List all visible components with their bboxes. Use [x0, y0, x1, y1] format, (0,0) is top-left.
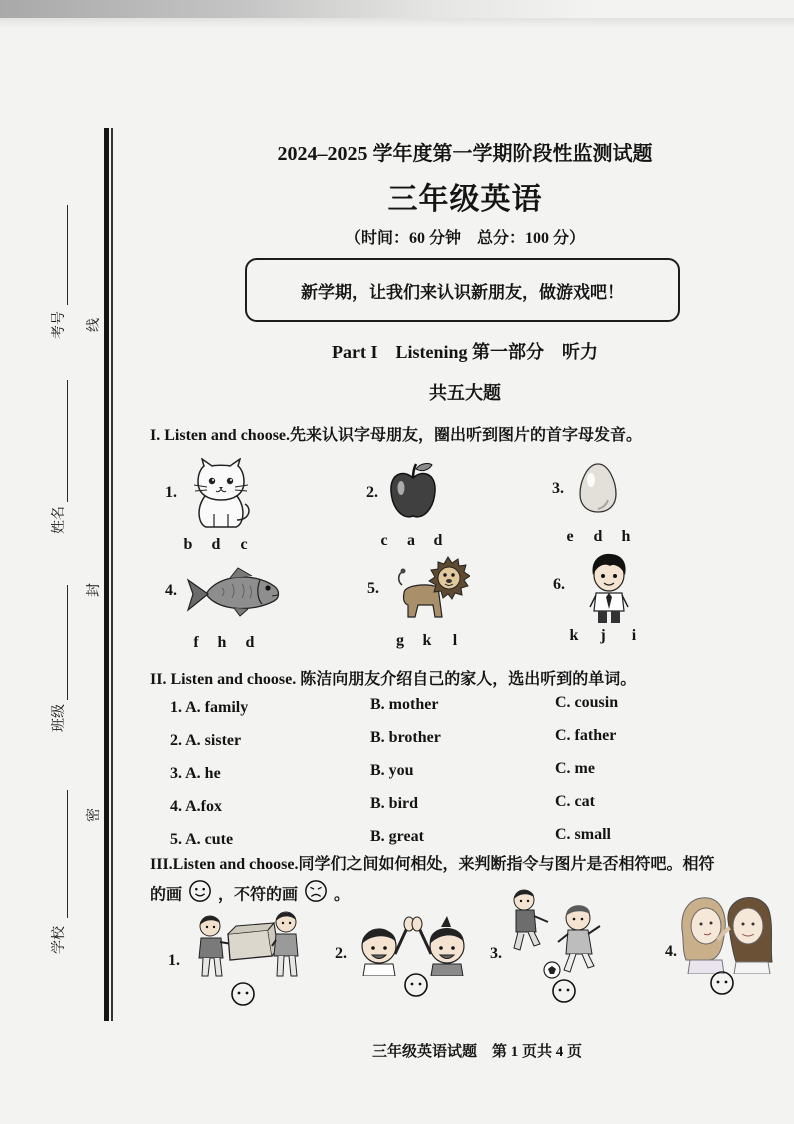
item-number: 4.	[665, 943, 677, 960]
section3-instruction-line2	[150, 879, 350, 913]
kids-carrying-box-picture	[192, 910, 304, 984]
choice-b[interactable]: B. brother	[370, 729, 441, 746]
choice-b[interactable]: B. you	[370, 762, 414, 779]
name-label: 姓名	[52, 506, 67, 534]
exam-title: 2024–2025 学年度第一学期阶段性监测试题	[277, 143, 653, 165]
egg-picture	[578, 462, 618, 514]
school-label: 学校	[52, 926, 67, 954]
kids-playing-soccer-picture	[508, 888, 604, 980]
answer-face[interactable]	[551, 978, 577, 1004]
fish-picture	[186, 566, 282, 618]
part-question-count: 共五大题	[429, 383, 501, 403]
girls-whispering-picture	[678, 890, 774, 974]
choice-c[interactable]: C. cousin	[555, 694, 619, 711]
item-number: 1.	[165, 484, 177, 501]
choice-c[interactable]: C. me	[555, 760, 595, 777]
item-number: 3.	[552, 480, 564, 497]
intro-banner-text: 新学期，让我们来认识新朋友，做游戏吧！	[301, 282, 624, 302]
item-number: 2.	[335, 945, 347, 962]
class-label: 班级	[52, 704, 67, 732]
girls-whispering-icon	[678, 890, 774, 974]
section2-instruction: II. Listen and choose. 陈洁向朋友介绍自己的家人，选出听到的单词。	[150, 671, 637, 688]
letter-option[interactable]: c	[240, 536, 248, 553]
item-number: 5.	[367, 580, 379, 597]
answer-face[interactable]	[403, 972, 429, 998]
lion-picture	[396, 555, 470, 621]
choice-b[interactable]: B. mother	[370, 696, 439, 713]
letter-option[interactable]: e	[566, 528, 574, 545]
seal-char-secret: 密	[87, 808, 102, 822]
letter-option[interactable]: g	[396, 632, 404, 649]
choice-a[interactable]: 2. A. sister	[170, 732, 242, 749]
item-number: 1.	[168, 952, 180, 969]
binding-line-inner	[111, 128, 113, 1021]
choice-a[interactable]: 4. A.fox	[170, 798, 222, 815]
choice-a[interactable]: 5. A. cute	[170, 831, 234, 848]
answer-face[interactable]	[709, 970, 735, 996]
fish-icon	[186, 566, 282, 618]
apple-icon	[388, 461, 438, 521]
item-number: 6.	[553, 576, 565, 593]
answer-face-icon	[709, 970, 735, 996]
boy-icon	[584, 553, 634, 625]
section3-instruction-line1: III.Listen and choose.同学们之间如何相处，来判断指令与图片是否相符吧。相符	[150, 856, 715, 873]
exam-number-blank[interactable]	[67, 205, 68, 305]
letter-option[interactable]: d	[593, 528, 603, 545]
letter-option[interactable]: k	[422, 632, 432, 649]
item-number: 2.	[366, 484, 378, 501]
letter-option[interactable]: j	[600, 627, 606, 644]
lion-icon	[396, 555, 470, 621]
letter-option[interactable]: a	[407, 532, 415, 549]
scan-edge	[0, 0, 794, 18]
choice-a[interactable]: 1. A. family	[170, 699, 249, 716]
answer-face-icon	[551, 978, 577, 1004]
letter-option[interactable]: k	[569, 627, 579, 644]
choice-c[interactable]: C. cat	[555, 793, 595, 810]
frowning-face-icon	[304, 879, 328, 913]
school-blank[interactable]	[67, 790, 68, 918]
cat-icon	[190, 458, 252, 530]
kids-carrying-box-icon	[192, 910, 304, 984]
kids-high-five-picture	[355, 912, 471, 976]
letter-option[interactable]: c	[380, 532, 388, 549]
kids-playing-soccer-icon	[508, 888, 604, 980]
subject-title: 三年级英语	[387, 183, 543, 216]
letter-option[interactable]: h	[621, 528, 631, 545]
cat-picture	[190, 458, 252, 530]
page-footer: 三年级英语试题 第 1 页共 4 页	[372, 1044, 583, 1060]
section3-text-a: 的画	[150, 886, 183, 904]
binding-line	[104, 128, 109, 1021]
letter-option[interactable]: d	[433, 532, 443, 549]
kids-high-five-icon	[355, 912, 471, 976]
section3-text-b: ，不符的画	[218, 886, 299, 904]
item-number: 4.	[165, 582, 177, 599]
smiley-face-icon	[188, 879, 212, 913]
class-blank[interactable]	[67, 585, 68, 700]
seal-char-line: 线	[87, 318, 102, 332]
boy-picture	[584, 553, 634, 625]
seal-char-seal: 封	[87, 583, 102, 597]
letter-option[interactable]: d	[211, 536, 221, 553]
letter-option[interactable]: i	[631, 627, 637, 644]
answer-face-icon	[230, 981, 256, 1007]
choice-a[interactable]: 3. A. he	[170, 765, 221, 782]
letter-option[interactable]: l	[452, 632, 458, 649]
intro-banner	[245, 258, 680, 322]
exam-number-label: 考号	[52, 311, 67, 339]
time-info: （时间：60 分钟 总分：100 分）	[344, 230, 585, 247]
choice-c[interactable]: C. father	[555, 727, 617, 744]
egg-icon	[578, 462, 618, 514]
item-number: 3.	[490, 945, 502, 962]
choice-c[interactable]: C. small	[555, 826, 611, 843]
letter-option[interactable]: f	[193, 634, 199, 651]
section3-text-c: 。	[334, 886, 351, 904]
choice-b[interactable]: B. great	[370, 828, 424, 845]
letter-option[interactable]: h	[217, 634, 227, 651]
letter-option[interactable]: d	[245, 634, 255, 651]
part-heading: Part I Listening 第一部分 听力	[331, 342, 598, 362]
section1-instruction: I. Listen and choose.先来认识字母朋友，圈出听到图片的首字母发音。	[150, 427, 643, 444]
apple-picture	[388, 461, 438, 521]
answer-face[interactable]	[230, 981, 256, 1007]
choice-b[interactable]: B. bird	[370, 795, 419, 812]
name-blank[interactable]	[67, 380, 68, 502]
scan-edge-shadow	[0, 18, 794, 28]
letter-option[interactable]: b	[183, 536, 193, 553]
answer-face-icon	[403, 972, 429, 998]
